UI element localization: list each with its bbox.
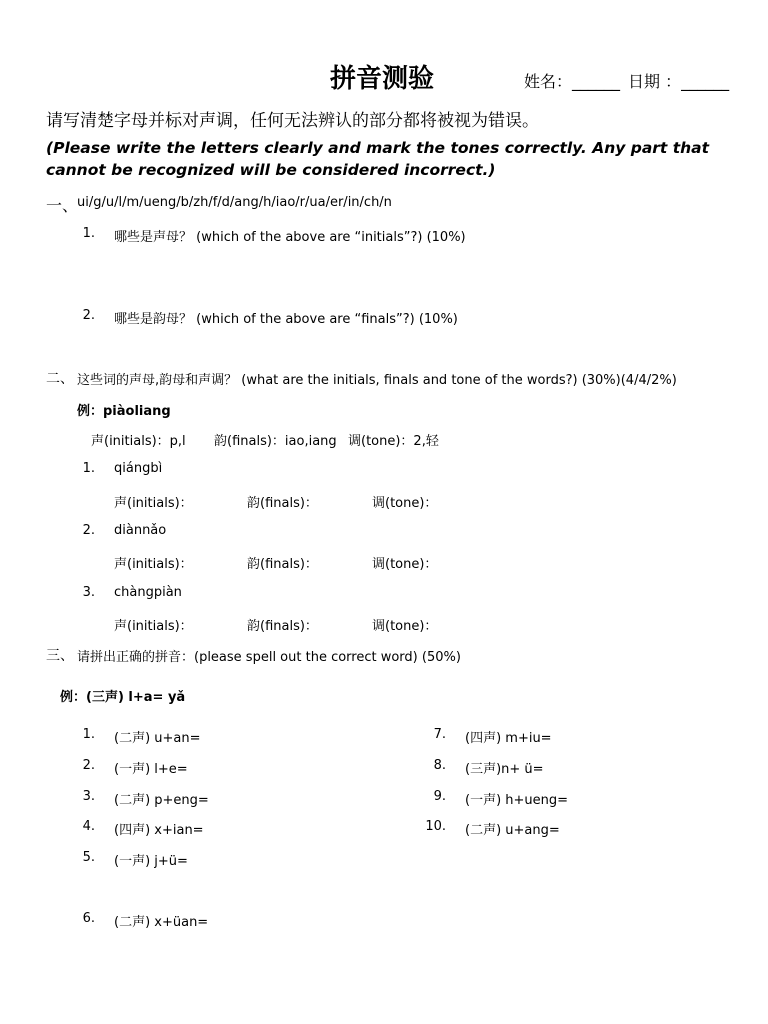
- section3-item-text: (一声) h+ueng=: [465, 793, 569, 808]
- section2-item-word: chàngpiàn: [114, 585, 182, 600]
- section2-item-initials: 声(initials)：: [114, 557, 193, 572]
- section2-item-finals: 韵(finals)：: [247, 619, 318, 634]
- section3-item-text: (二声) x+üan=: [114, 915, 209, 930]
- section3-item-number: 2.: [82, 758, 95, 773]
- section2-item-finals: 韵(finals)：: [247, 496, 318, 511]
- instructions-english: (Please write the letters clearly and mark the tones correctly. Any part that cannot be recognized will be considered incorrect.): [46, 139, 710, 179]
- section3-item-number: 3.: [82, 789, 95, 804]
- section1-q2-text: 哪些是韵母？ (which of the above are “finals”?) (10%): [114, 312, 458, 327]
- section3-item-number: 8.: [433, 758, 446, 773]
- section2-item-initials: 声(initials)：: [114, 619, 193, 634]
- section3-item-text: (二声) u+an=: [114, 731, 201, 746]
- section1-q1-number: 1.: [82, 226, 95, 241]
- section1-letter-list: ui/g/u/l/m/ueng/b/zh/f/d/ang/h/iao/r/ua/er/in/ch/n: [77, 195, 392, 210]
- section2-example-initials: 声(initials)：p,l: [91, 434, 186, 449]
- section2-heading: 这些词的声母,韵母和声调？ (what are the initials, finals and tone of the words?) (30%)(4/4/2%): [77, 373, 677, 388]
- section3-item-number: 6.: [82, 911, 95, 926]
- name-field-label: 姓名：______: [524, 72, 621, 91]
- section3-item-number: 5.: [82, 850, 95, 865]
- section2-item-finals: 韵(finals)：: [247, 557, 318, 572]
- section3-item-number: 9.: [433, 789, 446, 804]
- section2-item-word: qiángbì: [114, 461, 163, 476]
- section3-item-text: (二声) p+eng=: [114, 793, 209, 808]
- instructions-chinese: 请写清楚字母并标对声调，任何无法辨认的部分都将被视为错误。: [46, 111, 539, 131]
- section3-item-number: 7.: [433, 727, 446, 742]
- section3-item-number: 1.: [82, 727, 95, 742]
- section2-item-tone: 调(tone)：: [372, 619, 438, 634]
- section1-marker: 一、: [46, 196, 79, 215]
- section3-item-text: (四声) x+ian=: [114, 823, 204, 838]
- section2-item-tone: 调(tone)：: [372, 496, 438, 511]
- section3-item-number: 4.: [82, 819, 95, 834]
- section3-item-number: 10.: [425, 819, 446, 834]
- section2-item-initials: 声(initials)：: [114, 496, 193, 511]
- section3-item-text: (一声) l+e=: [114, 762, 188, 777]
- section2-item-word: diànnǎo: [114, 523, 167, 538]
- section3-item-text: (四声) m+iu=: [465, 731, 552, 746]
- date-field-label: 日期 ：______: [628, 72, 730, 91]
- section2-example-tone: 调(tone)：2,轻: [348, 434, 439, 449]
- section1-q1-text: 哪些是声母？ (which of the above are “initials”?) (10%): [114, 230, 466, 245]
- section2-item-tone: 调(tone)：: [372, 557, 438, 572]
- section2-item-number: 3.: [82, 585, 95, 600]
- section2-example-finals: 韵(finals)：iao,iang: [214, 434, 337, 449]
- section3-item-text: (二声) u+ang=: [465, 823, 560, 838]
- section3-marker: 三、: [46, 648, 74, 664]
- section1-q2-number: 2.: [82, 308, 95, 323]
- section3-item-text: (三声)n+ ü=: [465, 762, 544, 777]
- section2-item-number: 1.: [82, 461, 95, 476]
- section2-marker: 二、: [46, 371, 74, 387]
- section3-example: 例：(三声) l+a= yǎ: [60, 690, 186, 705]
- section3-heading: 请拼出正确的拼音：(please spell out the correct word) (50%): [77, 650, 461, 665]
- section3-item-text: (一声) j+ü=: [114, 854, 188, 869]
- page-title: 拼音测验: [330, 64, 435, 94]
- section2-item-number: 2.: [82, 523, 95, 538]
- section2-example-word: 例：piàoliang: [77, 404, 171, 419]
